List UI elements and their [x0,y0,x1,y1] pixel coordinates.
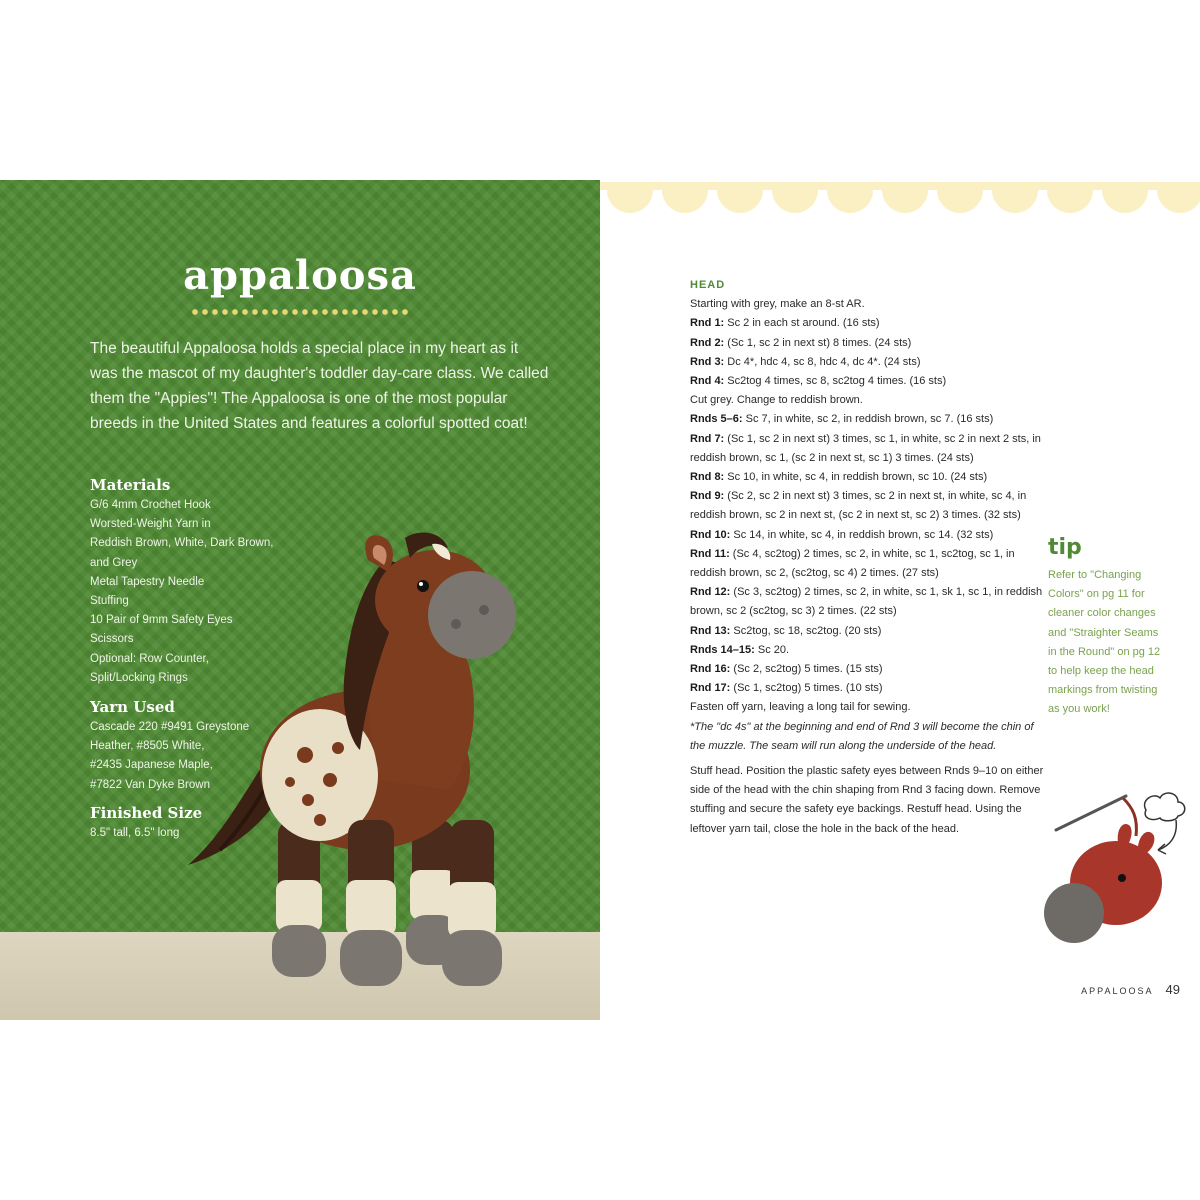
title-dotted-rule [190,307,412,317]
scalloped-border [600,180,1200,214]
page-number: 49 [1165,982,1180,997]
list-item: Reddish Brown, White, Dark Brown, [90,537,274,550]
instruction-row: Rnd 17: (Sc 1, sc2tog) 5 times. (10 sts) [690,682,883,695]
intro-paragraph: The beautiful Appaloosa holds a special place in my heart as it was the mascot of my daughter's toddler day-care class. We called them the "Appies"! The Appaloosa is one of the most popular breeds in the United States and features a colorful spotted coat! [90,340,549,432]
finished-size-heading: Finished Size [90,804,203,822]
crocheted-horse-photo [180,520,540,1000]
list-item: #7822 Van Dyke Brown [90,778,210,791]
closing-paragraph: Stuff head. Position the plastic safety eyes between Rnds 9–10 on either side of the head with the chin shaping from Rnd 3 facing down. Remove stuffing and secure the safety eye backings. Restuff head. Using the leftover yarn tail, close the hole in the back of the head. [690,765,1044,835]
instruction-row: Rnd 1: Sc 2 in each st around. (16 sts) [690,317,880,330]
list-item: Split/Locking Rings [90,671,188,684]
right-page [600,180,1200,1020]
list-item: Metal Tapestry Needle [90,575,205,588]
page-title: appaloosa [183,252,417,299]
materials-heading: Materials [90,476,171,494]
horse-head-sewing-icon [1038,788,1188,948]
list-item: Scissors [90,633,134,646]
list-item: Cascade 220 #9491 Greystone [90,721,250,733]
list-item: Optional: Row Counter, [90,652,209,665]
instruction-row: Rnd 11: (Sc 4, sc2tog) 2 times, sc 2, in white, sc 1, sc2tog, sc 1, in reddish brown, sc 2, (sc2tog, sc 4) 2 times. (27 sts) [690,547,1015,580]
list-item: G/6 4mm Crochet Hook [90,499,211,511]
instruction-row: Rnd 13: Sc2tog, sc 18, sc2tog. (20 sts) [690,624,882,637]
instruction-row: Rnds 5–6: Sc 7, in white, sc 2, in reddish brown, sc 7. (16 sts) [690,413,994,426]
instruction-row: Fasten off yarn, leaving a long tail for sewing. [690,701,911,714]
instruction-row: Rnd 2: (Sc 1, sc 2 in next st) 8 times. (24 sts) [690,336,912,349]
page-footer [1080,979,1180,998]
list-item: #2435 Japanese Maple, [90,759,213,772]
instruction-row: Rnd 9: (Sc 2, sc 2 in next st) 3 times, sc 2 in next st, in white, sc 4, in reddish brown, sc 2 in next st, (sc 2 in next st, sc 2) 3 times. (32 sts) [690,490,1027,522]
instruction-row: Rnd 12: (Sc 3, sc2tog) 2 times, sc 2, in white, sc 1, sk 1, sc 1, in reddish brown, sc 2 (sc2tog, sc 3) 2 times. (22 sts) [690,586,1043,618]
instruction-row: Rnd 4: Sc2tog 4 times, sc 8, sc2tog 4 times. (16 sts) [690,375,947,388]
list-item: Stuffing [90,595,129,608]
instruction-row: Rnd 3: Dc 4*, hdc 4, sc 8, hdc 4, dc 4*. (24 sts) [690,355,921,368]
instruction-note: *The "dc 4s" at the beginning and end of Rnd 3 will become the chin of the muzzle. The seam will run along the underside of the head. [690,720,1034,752]
instruction-row: Rnd 10: Sc 14, in white, sc 4, in reddish brown, sc 14. (32 sts) [690,528,994,541]
instruction-row: Starting with grey, make an 8-st AR. [690,298,865,311]
list-item: Worsted-Weight Yarn in [90,518,211,531]
instruction-row: Rnds 14–15: Sc 20. [690,643,790,656]
yarn-heading: Yarn Used [90,698,175,716]
list-item: 10 Pair of 9mm Safety Eyes [90,614,233,627]
section-label: HEAD [690,279,726,291]
instruction-row: Rnd 8: Sc 10, in white, sc 4, in reddish brown, sc 10. (24 sts) [690,471,988,484]
list-item: Heather, #8505 White, [90,740,205,753]
tip-heading: tip [1048,535,1082,560]
list-item: 8.5" tall, 6.5" long [90,827,180,839]
tip-text: Refer to "Changing Colors" on pg 11 for cleaner color changes and "Straighter Seams in the Round" on pg 12 to help keep the head markings from twisting as you work! [1048,569,1161,716]
list-item: and Grey [90,556,138,569]
instruction-row: Rnd 16: (Sc 2, sc2tog) 5 times. (15 sts) [690,663,883,676]
left-page [0,180,600,1020]
head-instructions [690,276,1050,839]
running-footer: APPALOOSA [1081,986,1154,996]
instruction-row: Cut grey. Change to reddish brown. [690,394,863,407]
instruction-row: Rnd 7: (Sc 1, sc 2 in next st) 3 times, sc 1, in white, sc 2 in next 2 sts, in reddish brown, sc 1, (sc 2 in next st, sc 1) 3 times. (24 sts) [690,432,1041,464]
